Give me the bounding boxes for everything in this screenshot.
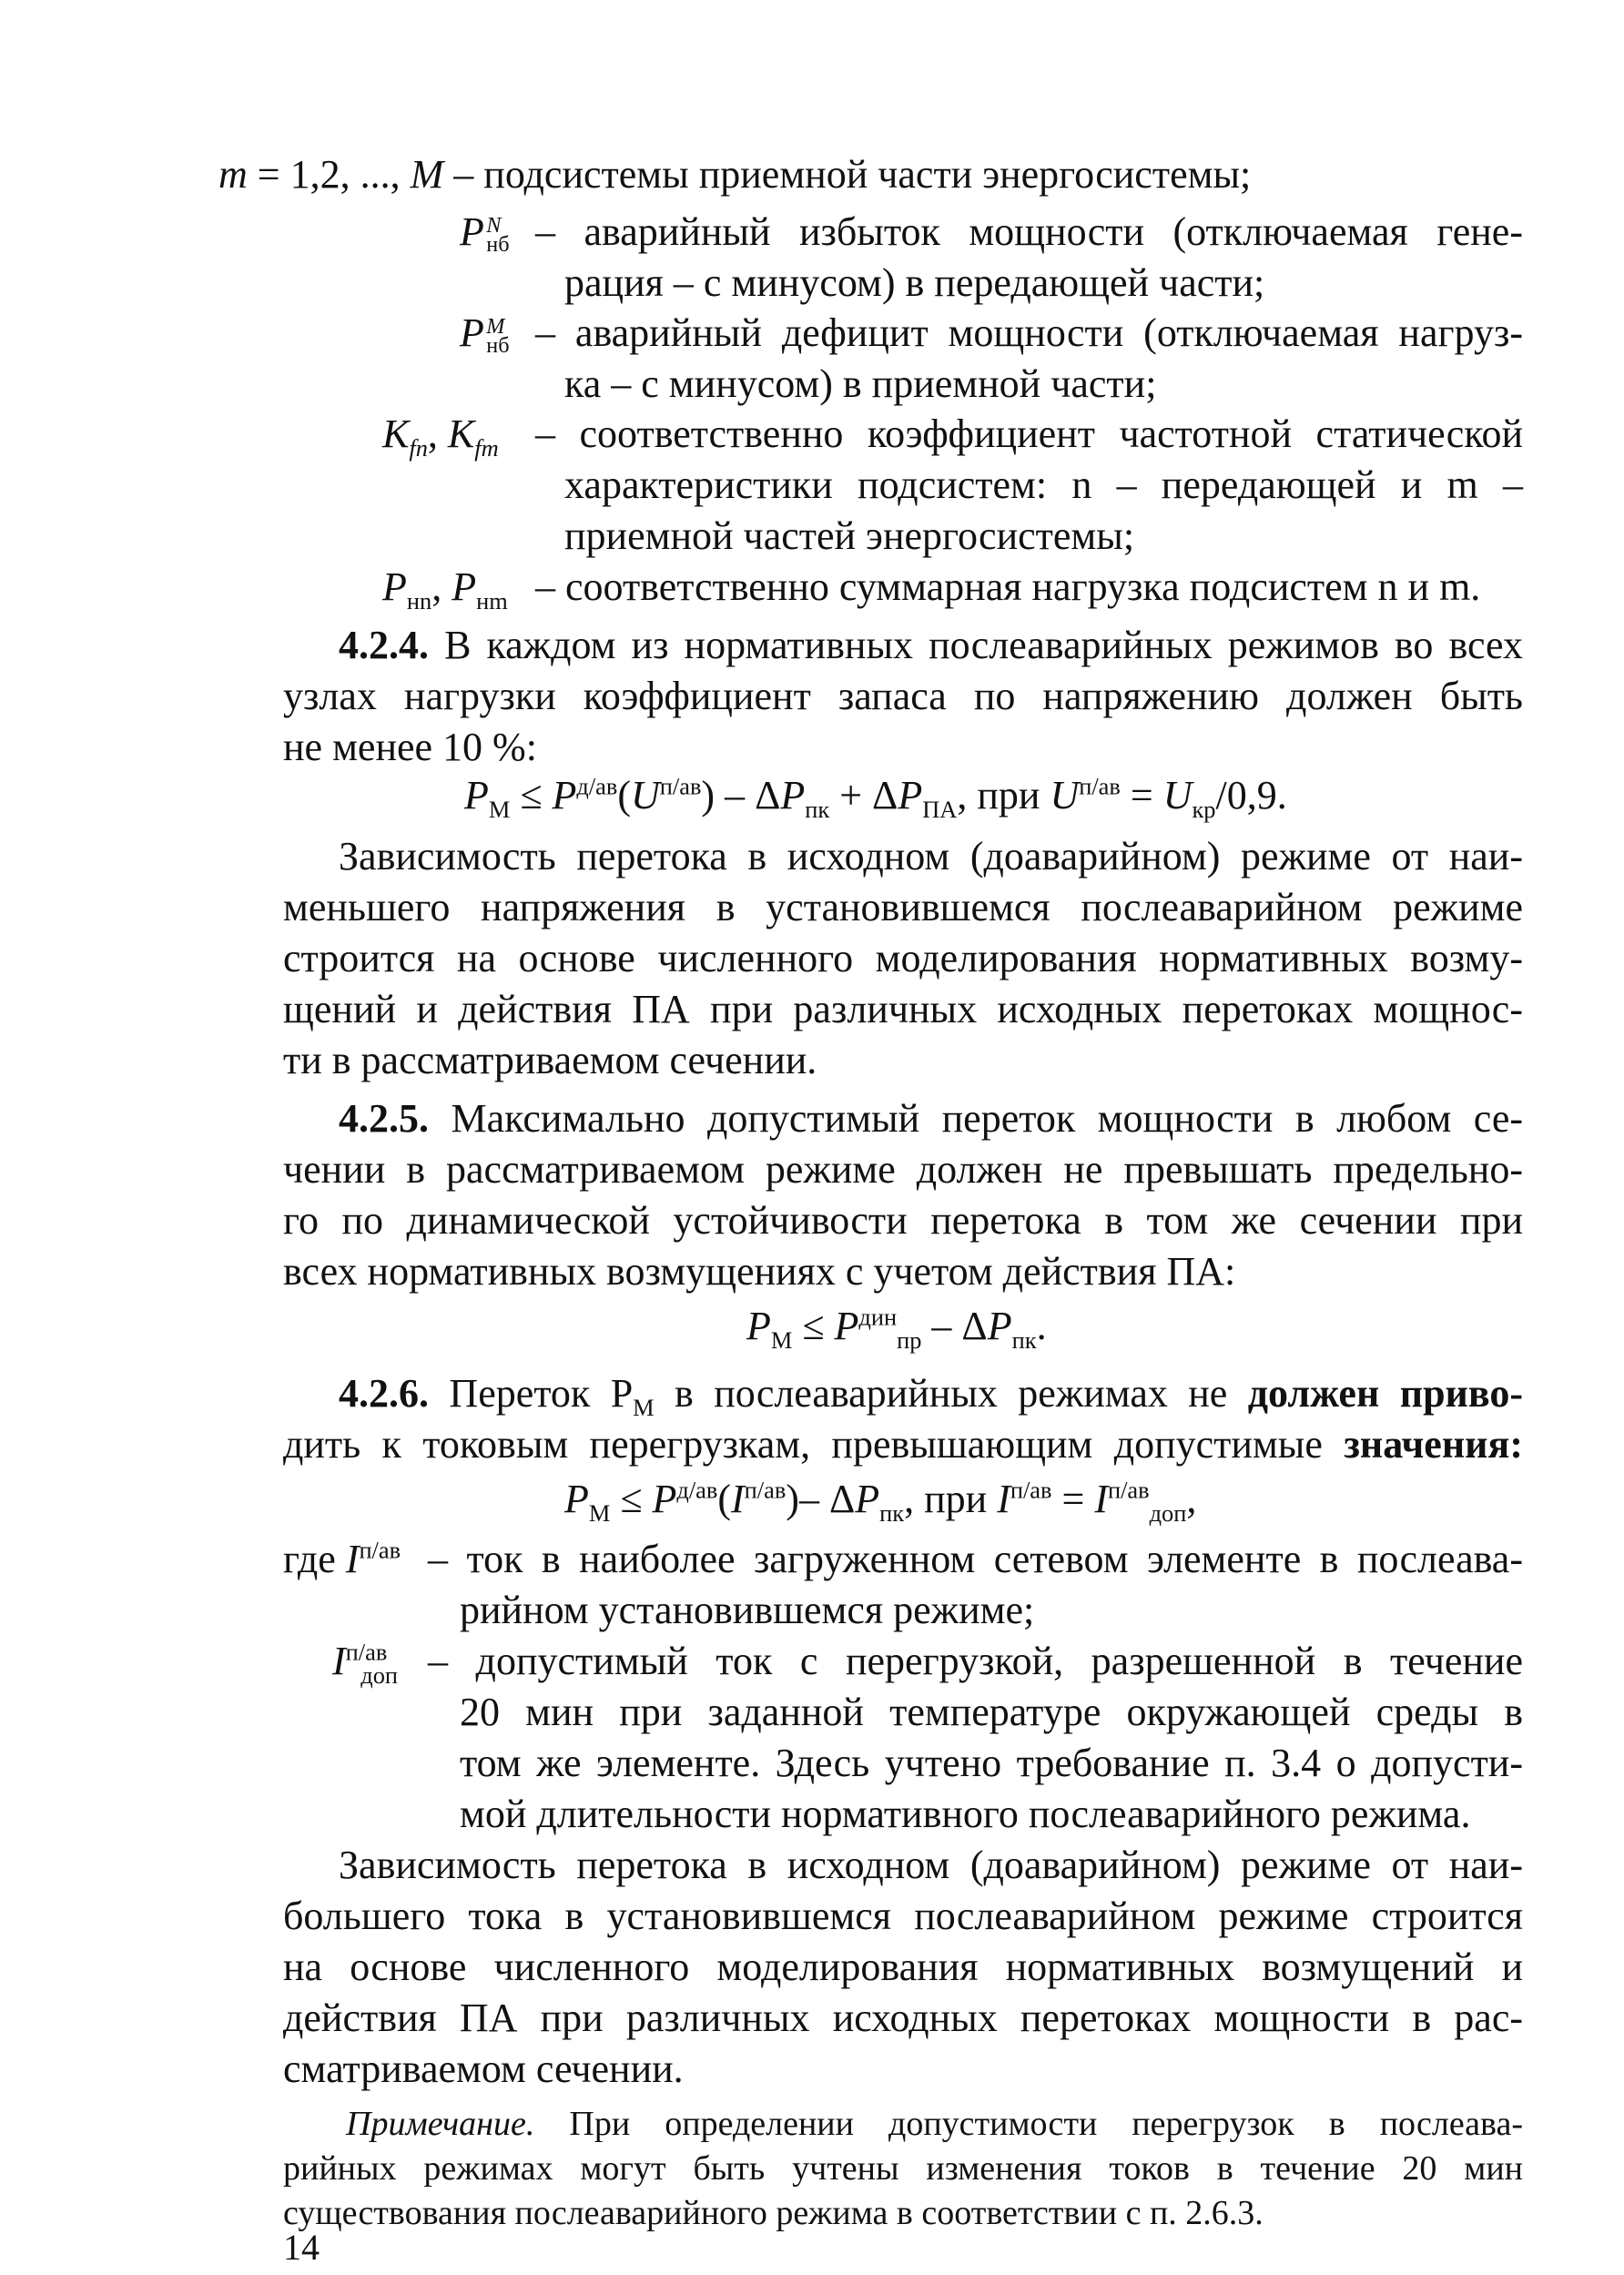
note-line2: рийных режимах могут быть учтены изменения токов в течение 20 мин	[283, 2149, 1523, 2188]
para-1-line4: щений и действия ПА при различных исходных перетоках мощнос-	[283, 987, 1523, 1031]
def-pn-text: – соответственно суммарная нагрузка подсистем n и m.	[535, 564, 1481, 609]
para-2-line1: Зависимость перетока в исходном (доаварийном) режиме от наи-	[339, 1843, 1523, 1887]
section-425-line3: го по динамической устойчивости перетока в том же сечении при	[283, 1198, 1523, 1243]
para-2-line4: действия ПА при различных исходных перетоках мощности в рас-	[283, 1996, 1523, 2040]
section-424-line1: 4.2.4. В каждом из нормативных послеаварийных режимов во всех	[339, 623, 1523, 667]
formula-2: $P_М \le P^{дин}_{пр} - \Delta P_{пк}$.	[746, 1303, 1047, 1354]
para-2-line5: сматриваемом сечении.	[283, 2046, 684, 2091]
note-label: Примечание.	[346, 2105, 535, 2143]
section-426-line1: 4.2.6. Переток $P_М$ в послеаварийных режимах не должен приво-	[339, 1371, 1523, 1421]
def-m-row: m = 1,2, ..., M – подсистемы приемной части энергосистемы;	[218, 152, 1252, 197]
where-2-line1: – допустимый ток с перегрузкой, разрешенной в течение	[428, 1639, 1523, 1683]
section-424-line3: не менее 10 %:	[283, 725, 537, 769]
para-1-line5: ти в рассматриваемом сечении.	[283, 1038, 817, 1082]
note-line3: существования послеаварийного режима в соответствии с п. 2.6.3.	[283, 2194, 1264, 2232]
section-424-line2: узлах нагрузки коэффициент запаса по напряжению должен быть	[283, 674, 1523, 718]
para-1-line1: Зависимость перетока в исходном (доаварийном) режиме от наи-	[339, 834, 1523, 879]
where-1-line2: рийном установившемся режиме;	[460, 1588, 1035, 1632]
section-426-line2: дить к токовым перегрузкам, превышающим допустимые значения:	[283, 1422, 1523, 1467]
where-1-symbol: где $I^{п/ав}$	[283, 1536, 401, 1581]
def-pn-symbol: $P_{нn}$, $P_{нm}$	[382, 564, 508, 614]
where-2-line4: мой длительности нормативного послеаварийного режима.	[460, 1792, 1471, 1836]
section-425-line1: 4.2.5. Максимально допустимый переток мощности в любом се-	[339, 1096, 1524, 1141]
def-k-line1: – соответственно коэффициент частотной статической	[535, 411, 1523, 456]
def-pnb-symbol: P N нб	[460, 209, 510, 258]
where-2-line2: 20 мин при заданной температуре окружающей среды в	[460, 1690, 1523, 1734]
section-425-line2: чении в рассматриваемом режиме должен не превышать предельно-	[283, 1147, 1523, 1192]
para-1-line2: меньшего напряжения в установившемся послеаварийном режиме	[283, 885, 1523, 929]
para-2-line3: на основе численного моделирования нормативных возмущений и	[283, 1945, 1523, 1989]
where-2-line3: том же элементе. Здесь учтено требование п. 3.4 о допусти-	[460, 1741, 1523, 1785]
page-number: 14	[283, 2227, 320, 2268]
def-pnb-line2: рация – с минусом) в передающей части;	[564, 260, 1265, 305]
def-k-line3: приемной частей энергосистемы;	[564, 513, 1135, 558]
where-1-line1: – ток в наиболее загруженном сетевом элементе в послеава-	[428, 1537, 1523, 1581]
def-k-line2: характеристики подсистем: n – передающей и m –	[564, 462, 1523, 507]
def-pmnb-symbol: P M нб	[460, 310, 510, 359]
def-pnb-line1: – аварийный избыток мощности (отключаемая гене-	[535, 209, 1523, 254]
where-2-symbol: $I^{п/ав}_{доп}$	[332, 1638, 399, 1689]
def-k-symbol: $K_{fn}$, $K_{fm}$	[382, 411, 499, 462]
def-pmnb-line2: ка – с минусом) в приемной части;	[564, 361, 1157, 406]
def-pmnb-line1: – аварийный дефицит мощности (отключаемая нагруз-	[535, 310, 1523, 355]
para-2-line2: большего тока в установившемся послеаварийном режиме строится	[283, 1894, 1523, 1938]
formula-3: $P_М \le P^{д/ав}(I^{п/ав})-$ $\Delta P_{пк}$, при $I^{п/ав} = I^{п/ав}_{доп}$,	[564, 1476, 1197, 1527]
note-line1: Примечание. При определении допустимости перегрузок в послеава-	[346, 2105, 1523, 2143]
formula-1: $P_М \le P^{д/ав}(U^{п/ав}) - \Delta P_{пк} + \Delta P_{ПА}$, при $U^{п/ав} = U_{кр}/0,9$.	[464, 772, 1287, 823]
section-425-line4: всех нормативных возмущениях с учетом действия ПА:	[283, 1249, 1236, 1294]
def-m-text: – подсистемы приемной части энергосистемы;	[453, 152, 1252, 197]
para-1-line3: строится на основе численного моделирования нормативных возму-	[283, 936, 1523, 980]
